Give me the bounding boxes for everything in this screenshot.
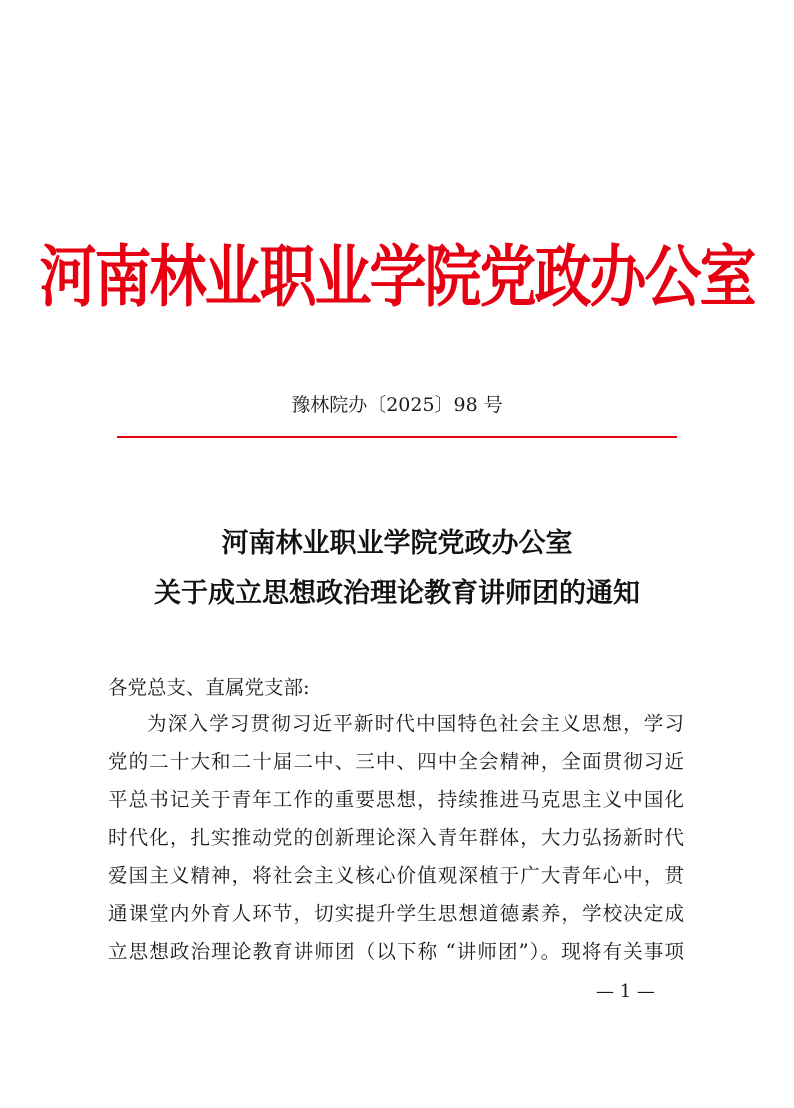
body-paragraph-line: 平总书记关于青年工作的重要思想，持续推进马克思主义中国化 [108,788,684,811]
body-paragraph-line: 时代化，扎实推动党的创新理论深入青年群体，大力弘扬新时代 [108,826,684,849]
body-paragraph-line: 立思想政治理论教育讲师团（以下称 “讲师团”）。现将有关事项 [108,940,684,963]
body-paragraph-line: 为深入学习贯彻习近平新时代中国特色社会主义思想，学习 [147,712,684,735]
document-number: 豫林院办〔2025〕98 号 [291,394,503,416]
notice-title-line-2: 关于成立思想政治理论教育讲师团的通知 [154,578,640,609]
red-divider-line [117,436,677,438]
body-paragraph-line: 党的二十大和二十届二中、三中、四中全会精神，全面贯彻习近 [108,750,684,773]
notice-title-line-1: 河南林业职业学院党政办公室 [221,528,573,559]
body-paragraph-line: 通课堂内外育人环节，切实提升学生思想道德素养，学校决定成 [108,902,684,925]
body-paragraph-line: 爱国主义精神，将社会主义核心价值观深植于广大青年心中，贯 [108,864,684,887]
salutation: 各党总支、直属党支部: [108,676,310,699]
page-number: — 1 — [596,981,655,1002]
masthead-title: 河南林业职业学院党政办公室 [39,237,755,317]
